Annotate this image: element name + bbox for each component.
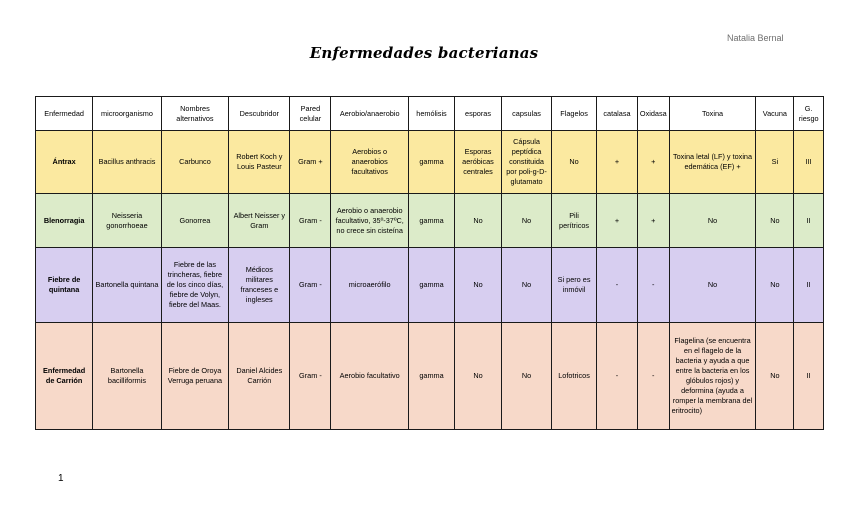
cell-pared-celular: Gram - <box>290 194 331 248</box>
cell-esporas: No <box>455 248 502 323</box>
cell-aerobio-anaerobio: Aerobios o anaerobios facultativos <box>331 131 409 194</box>
cell-grupo-riesgo: III <box>794 131 824 194</box>
cell-nombres-alternativos: Gonorrea <box>161 194 228 248</box>
cell-oxidasa: + <box>637 131 669 194</box>
cell-vacuna: No <box>756 323 794 430</box>
cell-vacuna: No <box>756 194 794 248</box>
cell-pared-celular: Gram + <box>290 131 331 194</box>
cell-aerobio-anaerobio: Aerobio o anaerobio facultativo, 35º-37ºC, no crece sin cisteína <box>331 194 409 248</box>
table-row <box>36 323 824 430</box>
cell-flagelos: Lofotricos <box>552 323 597 430</box>
cell-toxina: No <box>669 248 756 323</box>
cell-flagelos: Si pero es inmóvil <box>552 248 597 323</box>
cell-pared-celular: Gram - <box>290 248 331 323</box>
cell-nombres-alternativos: Fiebre de Oroya Verruga peruana <box>161 323 228 430</box>
cell-grupo-riesgo: II <box>794 248 824 323</box>
header-aerobio-anaerobio: Aerobio/anaerobio <box>331 97 409 131</box>
cell-enfermedad: Fiebre de quintana <box>36 248 93 323</box>
header-pared-celular: Pared celular <box>290 97 331 131</box>
cell-capsulas: No <box>502 194 552 248</box>
document-title: Enfermedades bacterianas <box>309 44 539 62</box>
header-hemolisis: hemólisis <box>409 97 455 131</box>
author-name: Natalia Bernal <box>727 33 784 43</box>
cell-toxina: Flagelina (se encuentra en el flagelo de la bacteria y ayuda a que entre la bacteria en los glóbulos rojos) y deformina (ayuda a romper la membrana del eritrocito) <box>669 323 756 430</box>
header-grupo-riesgo: G. riesgo <box>794 97 824 131</box>
header-vacuna: Vacuna <box>756 97 794 131</box>
bacterial-diseases-table <box>35 96 824 430</box>
cell-hemolisis: gamma <box>409 194 455 248</box>
table-row <box>36 131 824 194</box>
cell-hemolisis: gamma <box>409 323 455 430</box>
cell-capsulas: No <box>502 323 552 430</box>
header-enfermedad: Enfermedad <box>36 97 93 131</box>
table-row <box>36 194 824 248</box>
cell-descubridor: Robert Koch y Louis Pasteur <box>229 131 290 194</box>
cell-pared-celular: Gram - <box>290 323 331 430</box>
cell-hemolisis: gamma <box>409 131 455 194</box>
cell-catalasa: + <box>597 131 638 194</box>
header-microorganismo: microorganismo <box>93 97 161 131</box>
cell-oxidasa: - <box>637 323 669 430</box>
cell-descubridor: Daniel Alcides Carrión <box>229 323 290 430</box>
cell-nombres-alternativos: Carbunco <box>161 131 228 194</box>
cell-enfermedad: Enfermedad de Carrión <box>36 323 93 430</box>
cell-esporas: No <box>455 323 502 430</box>
header-nombres-alternativos: Nombres alternativos <box>161 97 228 131</box>
page-number: 1 <box>58 473 64 484</box>
cell-toxina: No <box>669 194 756 248</box>
cell-catalasa: - <box>597 248 638 323</box>
cell-nombres-alternativos: Fiebre de las trincheras, fiebre de los cinco días, fiebre de Volyn, fiebre del Maas. <box>161 248 228 323</box>
header-esporas: esporas <box>455 97 502 131</box>
cell-descubridor: Albert Neisser y Gram <box>229 194 290 248</box>
cell-microorganismo: Bacillus anthracis <box>93 131 161 194</box>
cell-capsulas: Cápsula peptídica constituida por poli-g-D-glutamato <box>502 131 552 194</box>
cell-hemolisis: gamma <box>409 248 455 323</box>
cell-grupo-riesgo: II <box>794 194 824 248</box>
cell-catalasa: + <box>597 194 638 248</box>
cell-esporas: No <box>455 194 502 248</box>
header-oxidasa: Oxidasa <box>637 97 669 131</box>
cell-grupo-riesgo: II <box>794 323 824 430</box>
cell-flagelos: Pili perítricos <box>552 194 597 248</box>
cell-descubridor: Médicos militares franceses e ingleses <box>229 248 290 323</box>
cell-microorganismo: Neisseria gonorrhoeae <box>93 194 161 248</box>
table-header-row <box>36 97 824 131</box>
cell-aerobio-anaerobio: microaerófilo <box>331 248 409 323</box>
header-capsulas: capsulas <box>502 97 552 131</box>
cell-capsulas: No <box>502 248 552 323</box>
cell-microorganismo: Bartonella bacilliformis <box>93 323 161 430</box>
cell-enfermedad: Blenorragia <box>36 194 93 248</box>
cell-catalasa: - <box>597 323 638 430</box>
cell-oxidasa: + <box>637 194 669 248</box>
header-catalasa: catalasa <box>597 97 638 131</box>
cell-vacuna: Si <box>756 131 794 194</box>
cell-toxina: Toxina letal (LF) y toxina edemática (EF) + <box>669 131 756 194</box>
cell-enfermedad: Ántrax <box>36 131 93 194</box>
cell-vacuna: No <box>756 248 794 323</box>
header-flagelos: Flagelos <box>552 97 597 131</box>
header-toxina: Toxina <box>669 97 756 131</box>
cell-flagelos: No <box>552 131 597 194</box>
table-row <box>36 248 824 323</box>
cell-aerobio-anaerobio: Aerobio facultativo <box>331 323 409 430</box>
header-descubridor: Descubridor <box>229 97 290 131</box>
cell-esporas: Esporas aeróbicas centrales <box>455 131 502 194</box>
cell-microorganismo: Bartonella quintana <box>93 248 161 323</box>
cell-oxidasa: - <box>637 248 669 323</box>
